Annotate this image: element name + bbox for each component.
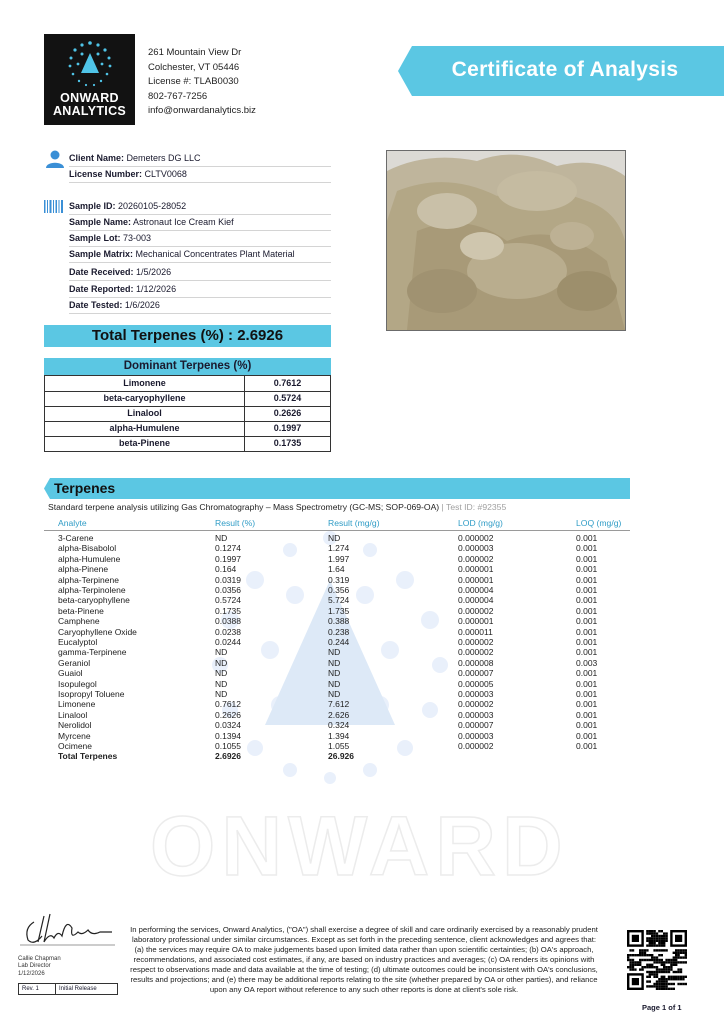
- loq-cell: 0.001: [576, 637, 598, 647]
- revision-box: [18, 983, 118, 995]
- result-mgg-cell: 1.274: [328, 543, 350, 554]
- result-mgg-cell: 2.626: [328, 709, 350, 720]
- barcode-icon: [44, 200, 64, 213]
- result-pct-cell: 0.1274: [215, 543, 241, 554]
- loq-cell: 0.001: [576, 699, 598, 710]
- lod-cell: 0.000002: [458, 699, 494, 710]
- total-row: [58, 751, 628, 761]
- result-pct-cell: ND: [215, 533, 228, 543]
- analyte-cell: gamma-Terpinene: [58, 647, 127, 658]
- dominant-terpene-row: [44, 436, 331, 452]
- client-license-label: License Number:: [69, 169, 143, 179]
- dominant-terpene-value: 0.5724: [273, 393, 302, 403]
- lod-cell: 0.000003: [458, 689, 494, 699]
- address-city: Colchester, VT 05446: [148, 61, 240, 73]
- table-row: [58, 543, 628, 553]
- loq-cell: 0.001: [576, 553, 598, 564]
- table-row: [58, 533, 628, 543]
- result-mgg-cell: ND: [328, 689, 341, 699]
- result-pct-cell: 0.0356: [215, 585, 241, 595]
- table-row: [58, 564, 628, 574]
- sample-field-label: Date Tested:: [69, 300, 123, 310]
- result-mgg-cell: ND: [328, 533, 341, 543]
- sample-field-label: Sample ID:: [69, 201, 116, 211]
- lod-cell: 0.000001: [458, 574, 494, 585]
- table-row: [58, 575, 628, 585]
- result-mgg-cell: 7.612: [328, 699, 350, 710]
- signature-image: [20, 908, 115, 946]
- sample-name-row: [69, 214, 331, 231]
- address-phone: 802-767-7256: [148, 90, 208, 102]
- result-mgg-cell: 1.64: [328, 564, 345, 575]
- result-mgg-cell: 0.324: [328, 720, 350, 731]
- lod-cell: 0.000003: [458, 730, 494, 741]
- result-mgg-cell: ND: [328, 657, 341, 668]
- lod-cell: 0.000011: [458, 626, 493, 637]
- lod-cell: 0.000002: [458, 533, 494, 543]
- revision-number: Rev. 1: [22, 986, 39, 992]
- result-pct-cell: 0.0388: [215, 616, 241, 627]
- dominant-terpene-row: [44, 406, 331, 422]
- logo-wordmark-line1: ONWARD: [60, 91, 119, 105]
- loq-cell: 0.001: [576, 647, 598, 658]
- loq-cell: 0.001: [576, 720, 598, 731]
- loq-cell: 0.001: [576, 605, 598, 616]
- revision-note: Initial Release: [55, 984, 97, 994]
- dominant-terpenes-title: Dominant Terpenes (%): [44, 358, 331, 375]
- dominant-terpene-name: alpha-Humulene: [45, 421, 245, 436]
- table-row: [58, 627, 628, 637]
- logo-wordmark-line2: ANALYTICS: [52, 104, 127, 118]
- date-reported-row: [69, 281, 331, 298]
- loq-cell: 0.001: [576, 678, 598, 689]
- analyte-cell: alpha-Pinene: [58, 564, 109, 575]
- sample-field-label: Date Reported:: [69, 284, 134, 294]
- sample-field-label: Sample Name:: [69, 217, 132, 227]
- total-label: Total Terpenes: [58, 751, 118, 762]
- col-result-mgg: Result (mg/g): [328, 518, 380, 528]
- analyte-cell: Myrcene: [58, 730, 91, 741]
- client-name-label: Client Name:: [69, 153, 125, 163]
- test-id: | Test ID: #92355: [439, 502, 507, 512]
- sample-field-value: 20260105-28052: [118, 201, 187, 211]
- dominant-terpene-name: Linalool: [45, 406, 245, 421]
- kief-image: [387, 151, 625, 330]
- address-street: 261 Mountain View Dr: [148, 47, 242, 58]
- legal-disclaimer: In performing the services, Onward Analytics, ("OA") shall exercise a degree of skill and care ordinarily exercised by a reasonably prudent laboratory professional under similar circumstances. Except as set forth in the preceding sentence, client acknowledges and agrees that: (a) the services may require OA to make judgements based upon limited data rather than upon scientific certainties; (b) OA's approach, recommendations, and associated cost estimates, if any, are based on industry practices and averages; (c) OA renders its opinions with respect to observations made and data available at the time of testing; (d) ultimate outcomes could be inconsistent with OA's conclusions, results and projections; and (e) there may be additional reports relating to the site (whether prepared by OA or other parties), and reliance upon any OA report without reference to any such other reports is done at client's sole risk.: [130, 925, 598, 994]
- loq-cell: 0.001: [576, 533, 598, 543]
- result-pct-cell: ND: [215, 689, 228, 699]
- analyte-cell: Eucalyptol: [58, 637, 98, 647]
- signatory-name: Callie Chapman: [18, 956, 61, 962]
- col-lod: LOD (mg/g): [458, 518, 503, 528]
- result-mgg-cell: ND: [328, 678, 341, 689]
- sample-photo: [386, 150, 626, 331]
- table-row: [58, 668, 628, 678]
- analyte-cell: Geraniol: [58, 657, 91, 668]
- table-row: [58, 616, 628, 626]
- analyte-cell: alpha-Terpinolene: [58, 585, 126, 595]
- signatory: [18, 956, 61, 978]
- loq-cell: 0.001: [576, 543, 598, 554]
- sample-field-value: Astronaut Ice Cream Kief: [133, 217, 234, 227]
- table-row: [58, 720, 628, 730]
- sample-field-value: 73-003: [123, 233, 152, 243]
- result-pct-cell: 0.1735: [215, 605, 241, 616]
- date-tested-row: [69, 297, 331, 314]
- loq-cell: 0.001: [576, 709, 598, 720]
- client-person-icon: [45, 149, 65, 169]
- client-license-value: CLTV0068: [144, 169, 187, 179]
- analyte-cell: alpha-Terpinene: [58, 574, 119, 585]
- table-row: [58, 585, 628, 595]
- page-number: Page 1 of 1: [642, 1003, 682, 1012]
- result-pct-cell: 0.164: [215, 564, 237, 575]
- terpenes-section-bar: [44, 478, 630, 499]
- lod-cell: 0.000007: [458, 720, 494, 731]
- result-pct-cell: 0.1997: [215, 553, 241, 564]
- lod-cell: 0.000007: [458, 668, 494, 679]
- qr-code-icon[interactable]: [627, 930, 687, 990]
- dominant-terpene-value: 0.1997: [273, 423, 302, 433]
- analyte-cell: Guaiol: [58, 668, 83, 679]
- signatory-title: Lab Director: [18, 963, 51, 970]
- date-received-row: [69, 264, 331, 281]
- table-row: [58, 606, 628, 616]
- analyte-cell: alpha-Bisabolol: [58, 543, 117, 554]
- table-row: [58, 595, 628, 605]
- lod-cell: 0.000001: [458, 616, 494, 627]
- dominant-terpene-row: [44, 375, 331, 392]
- lod-cell: 0.000004: [458, 595, 494, 606]
- loq-cell: 0.001: [576, 668, 598, 679]
- result-pct-cell: 0.0324: [215, 720, 241, 731]
- result-pct-cell: 0.7612: [215, 699, 241, 710]
- result-pct-cell: 0.1394: [215, 730, 241, 741]
- col-result-pct: Result (%): [215, 518, 256, 528]
- result-mgg-cell: 0.356: [328, 585, 350, 595]
- company-logo: [44, 34, 135, 125]
- loq-cell: 0.003: [576, 657, 598, 668]
- lod-cell: 0.000002: [458, 553, 494, 564]
- sample-field-value: 1/5/2026: [136, 267, 172, 277]
- loq-cell: 0.001: [576, 741, 598, 751]
- result-pct-cell: ND: [215, 668, 228, 679]
- result-pct-cell: ND: [215, 647, 228, 658]
- loq-cell: 0.001: [576, 564, 598, 575]
- analyte-cell: beta-Pinene: [58, 605, 104, 616]
- result-pct-cell: 0.0238: [215, 626, 241, 637]
- analyte-cell: alpha-Humulene: [58, 553, 121, 564]
- lod-cell: 0.000002: [458, 647, 494, 658]
- sample-field-value: Mechanical Concentrates Plant Material: [135, 249, 295, 259]
- lod-cell: 0.000008: [458, 657, 494, 668]
- method-text: Standard terpene analysis utilizing Gas Chromatography – Mass Spectrometry (GC-MS; SOP-069-OA): [48, 502, 440, 512]
- dominant-terpene-value: 0.7612: [273, 378, 302, 388]
- loq-cell: 0.001: [576, 730, 598, 741]
- table-row: [58, 689, 628, 699]
- sample-id-row: [69, 198, 331, 215]
- result-mgg-cell: 1.055: [328, 741, 350, 751]
- company-address: [148, 46, 256, 119]
- result-pct-cell: 0.1055: [215, 741, 241, 751]
- lod-cell: 0.000005: [458, 678, 494, 689]
- table-row: [58, 679, 628, 689]
- result-mgg-cell: 5.724: [328, 595, 350, 606]
- sample-field-label: Sample Lot:: [69, 233, 121, 243]
- analyte-cell: Camphene: [58, 616, 100, 627]
- total-mgg: 26.926: [328, 751, 354, 762]
- sample-matrix-row: [69, 246, 331, 263]
- analyte-cell: Linalool: [58, 709, 88, 720]
- loq-cell: 0.001: [576, 616, 598, 627]
- address-license: License #: TLAB0030: [148, 76, 239, 88]
- result-mgg-cell: ND: [328, 668, 341, 679]
- total-terpenes-banner: Total Terpenes (%) : 2.6926: [44, 325, 331, 347]
- lod-cell: 0.000003: [458, 709, 494, 720]
- analyte-cell: Caryophyllene Oxide: [58, 626, 137, 637]
- table-row: [58, 699, 628, 709]
- loq-cell: 0.001: [576, 574, 598, 585]
- loq-cell: 0.001: [576, 626, 598, 637]
- analyte-cell: Limonene: [58, 699, 96, 710]
- table-row: [58, 741, 628, 751]
- dominant-terpene-row: [44, 421, 331, 437]
- result-mgg-cell: 0.388: [328, 616, 350, 627]
- result-pct-cell: 0.0319: [215, 574, 241, 585]
- sample-field-label: Date Received:: [69, 267, 134, 277]
- client-name-value: Demeters DG LLC: [126, 153, 201, 163]
- analyte-cell: beta-caryophyllene: [58, 595, 130, 606]
- lod-cell: 0.000004: [458, 585, 494, 595]
- result-mgg-cell: 1.997: [328, 553, 350, 564]
- terpenes-section-title: Terpenes: [54, 480, 116, 496]
- client-license-row: [69, 166, 331, 183]
- result-mgg-cell: 1.735: [328, 605, 350, 616]
- dominant-terpene-name: beta-caryophyllene: [45, 391, 245, 406]
- result-mgg-cell: 0.319: [328, 574, 350, 585]
- analyte-cell: Ocimene: [58, 741, 93, 751]
- result-mgg-cell: 0.238: [328, 626, 350, 637]
- table-row: [58, 731, 628, 741]
- analyte-cell: Isopulegol: [58, 678, 97, 689]
- table-row: [58, 637, 628, 647]
- dominant-terpene-value: 0.2626: [273, 408, 302, 418]
- result-pct-cell: 0.2626: [215, 709, 241, 720]
- analyte-cell: Isopropyl Toluene: [58, 689, 125, 699]
- dominant-terpene-name: beta-Pinene: [45, 436, 245, 451]
- document-title: Certificate of Analysis: [451, 58, 679, 81]
- lod-cell: 0.000002: [458, 637, 494, 647]
- sample-field-value: 1/12/2026: [136, 284, 177, 294]
- table-row: [58, 647, 628, 657]
- loq-cell: 0.001: [576, 585, 598, 595]
- result-pct-cell: ND: [215, 678, 228, 689]
- result-mgg-cell: ND: [328, 647, 341, 658]
- terpenes-method-description: [48, 502, 506, 512]
- analyte-cell: Nerolidol: [58, 720, 92, 731]
- col-loq: LOQ (mg/g): [576, 518, 622, 528]
- dominant-terpene-row: [44, 391, 331, 407]
- result-pct-cell: 0.5724: [215, 595, 241, 606]
- table-row: [58, 710, 628, 720]
- lod-cell: 0.000003: [458, 543, 494, 554]
- analyte-cell: 3-Carene: [58, 533, 94, 543]
- dominant-terpene-name: Limonene: [45, 376, 245, 391]
- client-name-row: [69, 150, 331, 167]
- lod-cell: 0.000001: [458, 564, 494, 575]
- loq-cell: 0.001: [576, 595, 598, 606]
- result-mgg-cell: 1.394: [328, 730, 350, 741]
- table-row: [58, 554, 628, 564]
- address-email: info@onwardanalytics.biz: [148, 105, 256, 117]
- sample-field-value: 1/6/2026: [124, 300, 160, 310]
- logo-mark-icon: [66, 40, 114, 88]
- terpenes-table-header: [44, 516, 630, 531]
- dominant-terpene-value: 0.1735: [273, 438, 302, 448]
- result-pct-cell: 0.0244: [215, 637, 241, 647]
- watermark-text: ONWARD: [150, 799, 569, 893]
- result-mgg-cell: 0.244: [328, 637, 350, 647]
- sample-lot-row: [69, 230, 331, 247]
- table-row: [58, 658, 628, 668]
- col-analyte: Analyte: [58, 518, 87, 528]
- sample-field-label: Sample Matrix:: [69, 249, 134, 259]
- loq-cell: 0.001: [576, 689, 598, 699]
- result-pct-cell: ND: [215, 657, 228, 668]
- signature-date: 1/12/2026: [18, 970, 45, 977]
- lod-cell: 0.000002: [458, 605, 494, 616]
- lod-cell: 0.000002: [458, 741, 494, 751]
- total-pct: 2.6926: [215, 751, 241, 762]
